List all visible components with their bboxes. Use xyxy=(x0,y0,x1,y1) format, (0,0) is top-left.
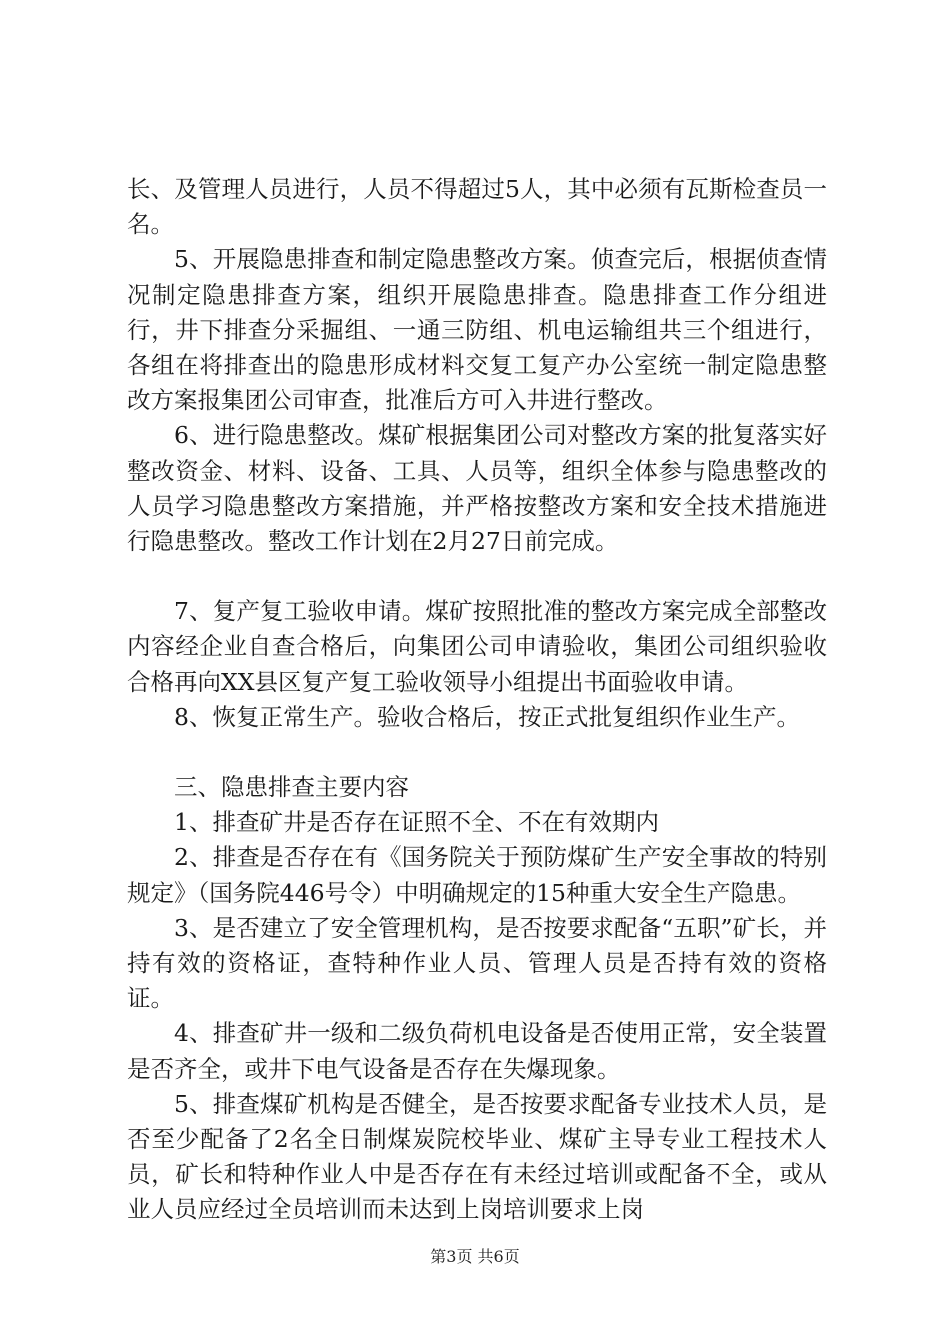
paragraph-step-8: 8、恢复正常生产。验收合格后，按正式批复组织作业生产。 xyxy=(174,702,800,731)
section-heading: 三、隐患排查主要内容 xyxy=(174,773,409,802)
paragraph-step-5: 5、开展隐患排查和制定隐患整改方案。侦查完后，根据侦查情况制定隐患排查方案，组织开展隐患排查。隐患排查工作分组进行，井下排查分采掘组、一通三防组、机电运输组共三个组进行，各组在将排查出的隐患形成材料交复工复产办公室统一制定隐患整改方案报集团公司审查，批准后方可入井进行整改。 xyxy=(127,245,827,415)
document-body xyxy=(127,172,827,1228)
paragraph-item-1: 1、排查矿井是否存在证照不全、不在有效期内 xyxy=(174,808,659,837)
paragraph-step-7: 7、复产复工验收申请。煤矿按照批准的整改方案完成全部整改内容经企业自查合格后，向集团公司申请验收，集团公司组织验收合格再向XX县区复产复工验收领导小组提出书面验收申请。 xyxy=(127,597,827,696)
paragraph-item-5: 5、排查煤矿机构是否健全，是否按要求配备专业技术人员，是否至少配备了2名全日制煤炭院校毕业、煤矿主导专业工程技术人员，矿长和特种作业人中是否存在有未经过培训或配备不全，或从业人员应经过全员培训而未达到上岗培训要求上岗 xyxy=(127,1089,827,1224)
page-footer: 第3页 共6页 xyxy=(430,1247,520,1266)
paragraph-step-6: 6、进行隐患整改。煤矿根据集团公司对整改方案的批复落实好整改资金、材料、设备、工具、人员等，组织全体参与隐患整改的人员学习隐患整改方案措施，并严格按整改方案和安全技术措施进行隐患整改。整改工作计划在2月27日前完成。 xyxy=(127,421,827,556)
paragraph-continuation: 长、及管理人员进行，人员不得超过5人，其中必须有瓦斯检查员一名。 xyxy=(127,175,827,239)
paragraph-item-2: 2、排查是否存在有《国务院关于预防煤矿生产安全事故的特别规定》（国务院446号令）中明确规定的15种重大安全生产隐患。 xyxy=(127,843,827,907)
paragraph-item-4: 4、排查矿井一级和二级负荷机电设备是否使用正常，安全装置是否齐全，或井下电气设备是否存在失爆现象。 xyxy=(127,1019,827,1083)
paragraph-item-3: 3、是否建立了安全管理机构，是否按要求配备“五职”矿长，并持有效的资格证，查特种作业人员、管理人员是否持有效的资格证。 xyxy=(127,913,827,1013)
